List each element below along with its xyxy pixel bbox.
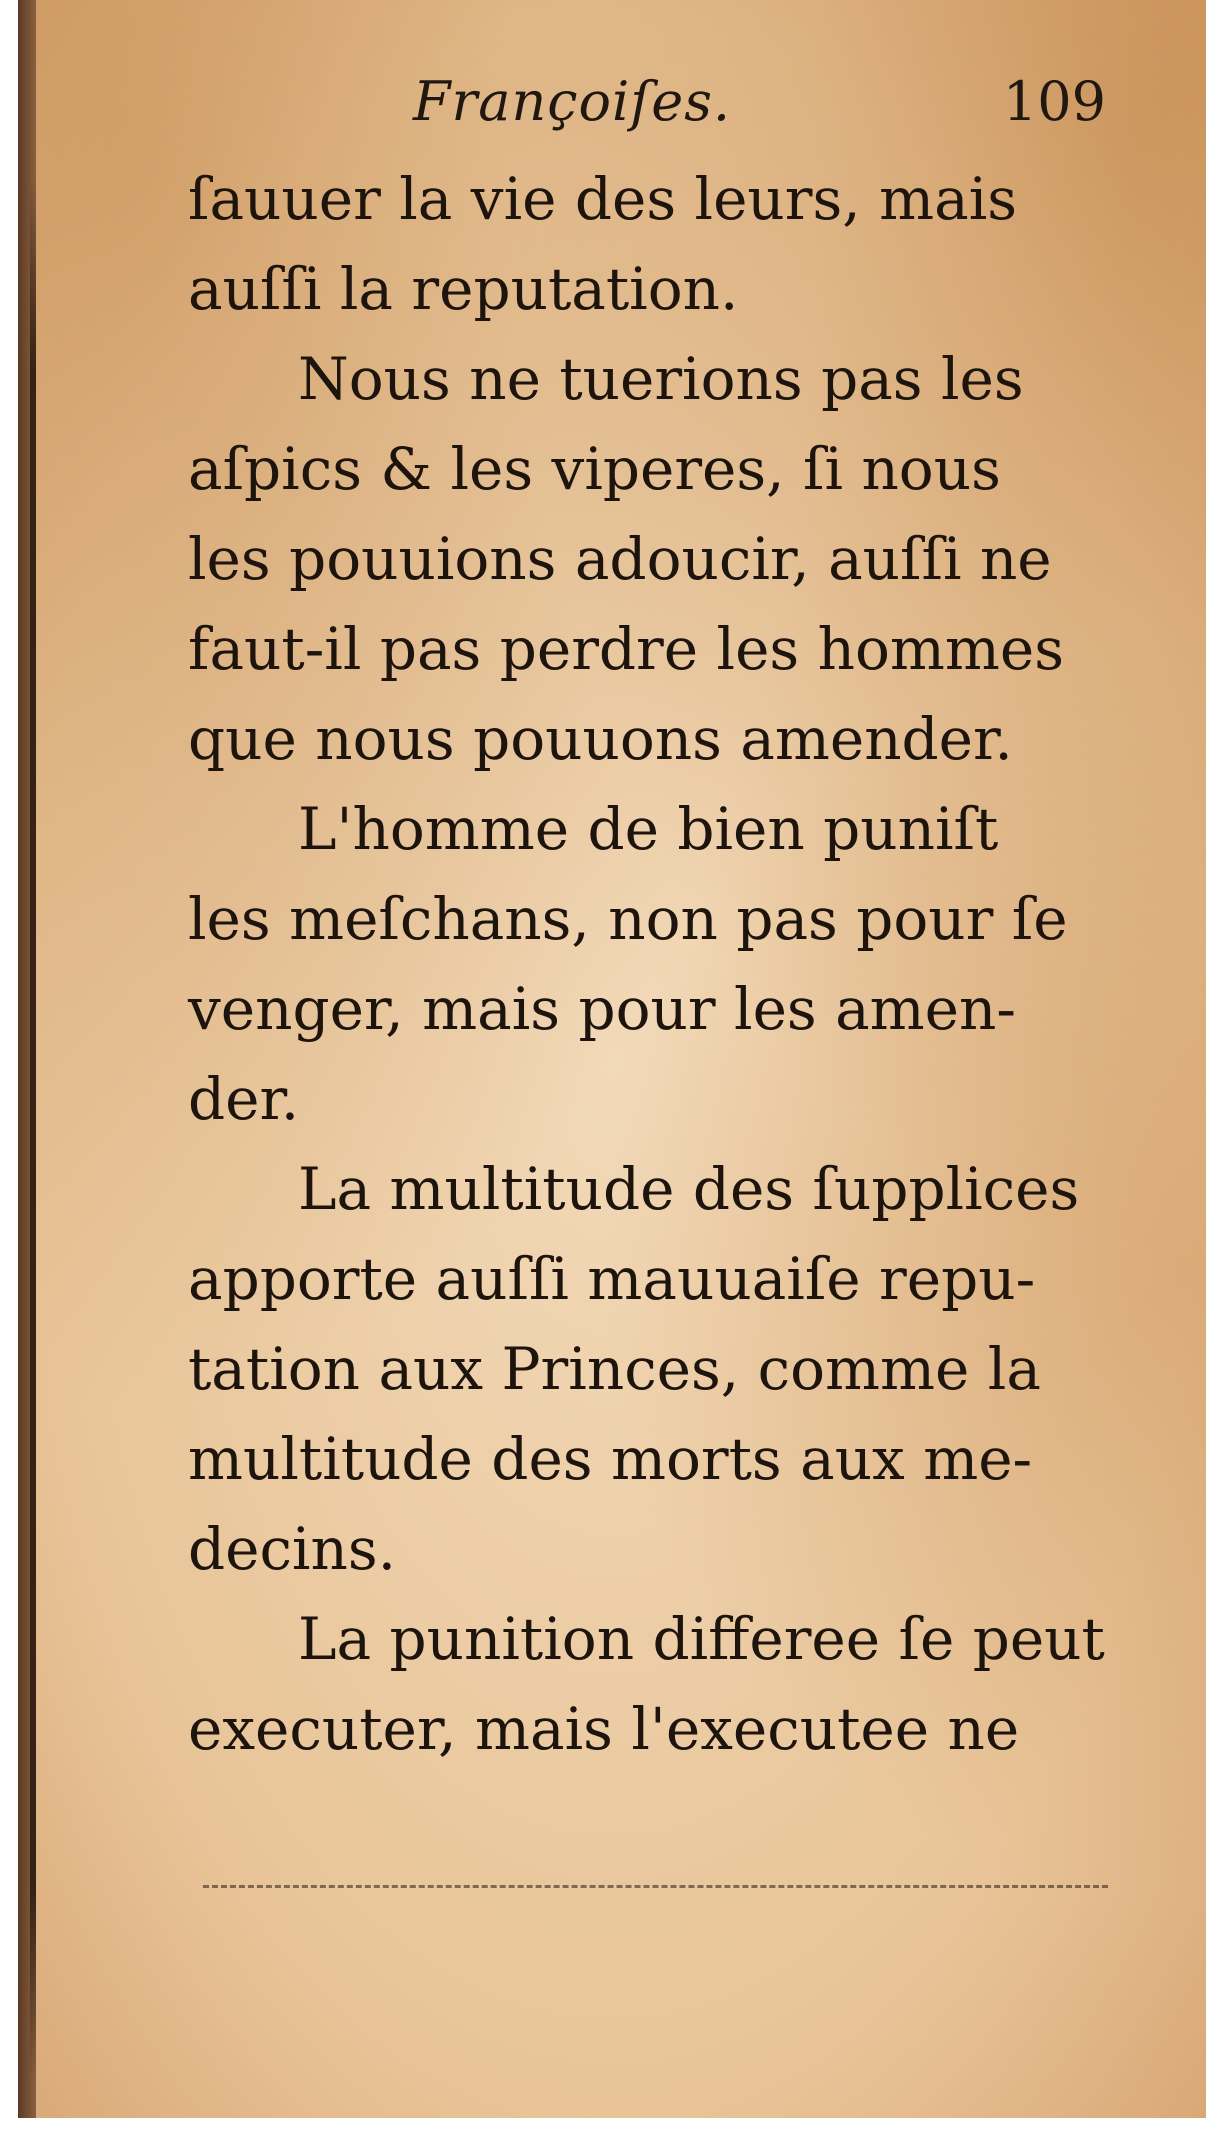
text-line: L'homme de bien puniſt xyxy=(298,795,999,863)
text-line: La punition differee ſe peut xyxy=(298,1605,1105,1673)
spine-shadow xyxy=(30,180,36,2080)
text-line: apporte auſſi mauuaiſe repu- xyxy=(188,1245,1036,1313)
text-line: tation aux Princes, comme la xyxy=(188,1335,1041,1403)
text-line: les pouuions adoucir, auſſi ne xyxy=(188,525,1052,593)
text-line: La multitude des ſupplices xyxy=(298,1155,1080,1223)
text-line: les meſchans, non pas pour ſe xyxy=(188,885,1068,953)
body-text xyxy=(188,155,1108,1875)
text-line: que nous pouuons amender. xyxy=(188,705,1013,773)
text-line: der. xyxy=(188,1065,300,1133)
text-line: faut-il pas perdre les hommes xyxy=(188,615,1064,683)
page-header xyxy=(18,70,1206,150)
text-line: aſpics & les viperes, ſi nous xyxy=(188,435,1001,503)
text-line: executer, mais l'executee ne xyxy=(188,1695,1020,1763)
text-line: multitude des morts aux me- xyxy=(188,1425,1033,1493)
text-line: venger, mais pour les amen- xyxy=(188,975,1016,1043)
page-number: 109 xyxy=(1002,70,1106,133)
text-line: Nous ne tuerions pas les xyxy=(298,345,1024,413)
bottom-rule xyxy=(203,1885,1108,1888)
text-line: auſſi la reputation. xyxy=(188,255,739,323)
running-title: Françoiſes. xyxy=(413,70,732,133)
text-line: ſauuer la vie des leurs, mais xyxy=(188,165,1018,233)
scan-margin xyxy=(0,2118,1222,2133)
text-line: decins. xyxy=(188,1515,397,1583)
book-page xyxy=(18,0,1206,2118)
